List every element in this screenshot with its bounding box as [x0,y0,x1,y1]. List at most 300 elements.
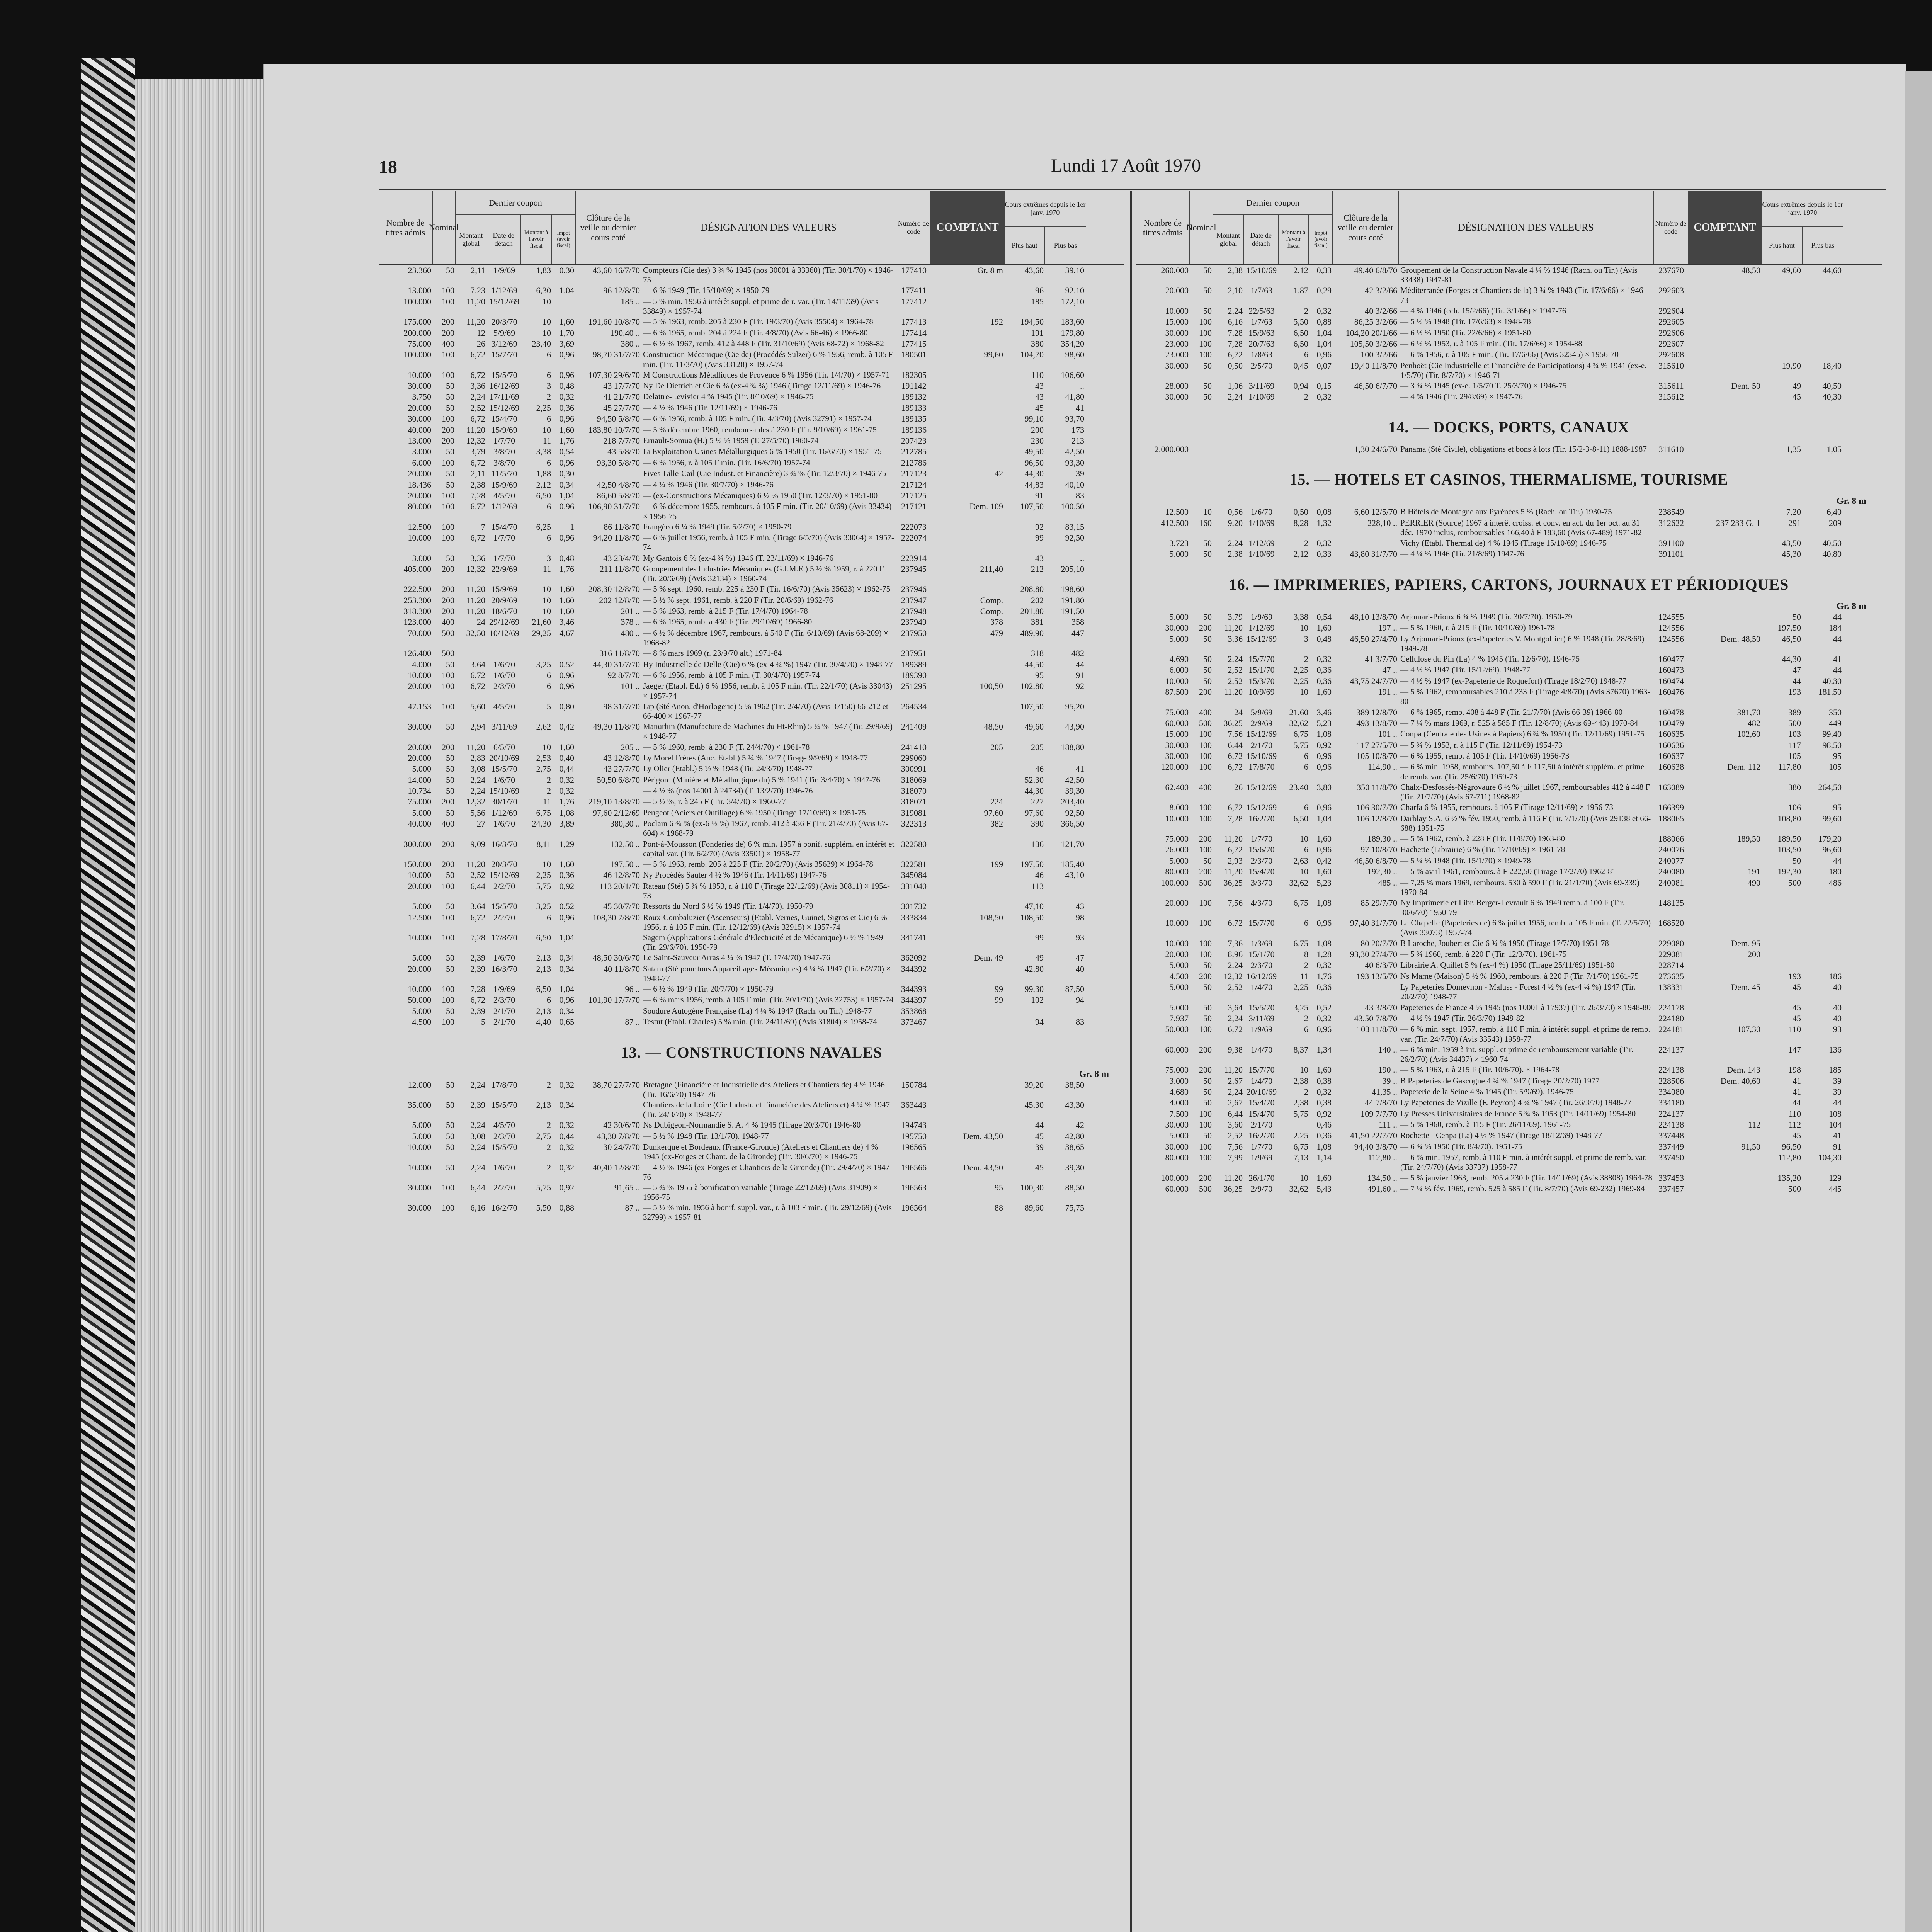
cell-plus-haut [1762,349,1803,360]
cell-cloture: 491,60 .. [1367,1184,1397,1194]
cell-cloture: 94,20 11/8/70 [593,533,640,543]
cell-code: 391101 [1658,549,1684,559]
cell-nominal: 500 [1199,1184,1212,1194]
cell-avoir-fiscal: 0,96 [1316,350,1332,360]
cell-plus-bas: 38,50 [1065,1080,1084,1090]
cell-date-detach: 15/12/69 [489,870,520,880]
cell-montant-avoir: 3,38 [536,447,551,457]
cell-plus-bas: 179,20 [1818,833,1842,844]
cell-montant-avoir: 6 [547,533,551,543]
cell-nominal: 50 [446,1142,454,1152]
cell-plus-haut: 194,50 [1020,317,1044,327]
cell-date-detach: 16/12/69 [1246,971,1277,981]
book-binding [81,58,135,1932]
cell-comptant [1689,1087,1762,1097]
cell-date-detach: 10/9/69 [1248,687,1275,697]
cell-comptant: Dem. 43,50 [963,1131,1003,1141]
cell-nombre: 5.000 [1169,549,1189,559]
cell-comptant [931,480,1005,490]
page-date: Lundi 17 Août 1970 [1051,155,1201,176]
cell-avoir-fiscal: 0,52 [1316,1002,1332,1012]
cell-date-detach: 16/2/70 [1248,813,1275,823]
cell-montant-avoir: 5,50 [536,1203,551,1213]
cell-nominal: 200 [442,425,454,435]
cell-nominal: 50 [446,1006,454,1016]
cell-date-detach: 2/3/70 [1250,855,1273,866]
cell-cloture: 191 .. [1378,687,1397,697]
cell-plus-bas: 39,30 [1065,1162,1084,1172]
header-comptant: COMPTANT [931,191,1005,264]
table-row [379,742,1124,753]
cell-plus-haut: 192,30 [1777,867,1801,877]
cell-plus-bas: 449 [1829,718,1842,728]
cell-nombre: 30.000 [1165,328,1189,338]
cell-comptant [1689,1044,1762,1065]
cell-date-detach: 3/3/70 [1250,878,1273,888]
cell-plus-bas [1803,306,1843,316]
cell-plus-haut [1005,1006,1045,1017]
table-row [1136,751,1882,762]
cell-montant-global: 11,20 [466,606,485,616]
cell-montant-global: 2,83 [470,753,485,763]
cell-nombre: 5.000 [1169,960,1189,970]
cell-plus-haut: 103 [1788,729,1801,739]
cell-nombre: 20.000 [408,403,431,413]
cell-avoir-fiscal: 0,32 [1316,1013,1332,1023]
cell-comptant [931,296,1005,316]
cell-plus-haut: 49,60 [1782,265,1801,275]
cell-code: 315612 [1658,392,1684,402]
cell-avoir-fiscal: 0,30 [559,469,574,479]
cell-nombre: 80.000 [1165,867,1189,877]
cell-designation: — 5 ¾ 1960, remb. à 220 F (Tir. 12/3/70). 1961-75 [1400,949,1567,959]
cell-nombre: 20.000 [1165,286,1189,296]
cell-cloture: 44,30 31/7/70 [592,659,640,669]
cell-montant-global: 2,93 [1228,855,1243,866]
cell-montant-global: 7,99 [1228,1153,1243,1163]
cell-nombre: 5.000 [1169,1131,1189,1141]
cell-designation: Peugeot (Aciers et Outillage) 6 % 1950 (Tirage 17/10/69) × 1951-75 [643,808,866,817]
cell-code: 196563 [901,1182,927,1192]
cell-plus-haut: 105 [1788,751,1801,761]
cell-montant-global: 2,38 [1228,549,1243,559]
cell-avoir-fiscal: 5,23 [1316,878,1332,888]
cell-avoir-fiscal: 1,32 [1316,518,1332,528]
cell-designation: Darblay S.A. 6 ½ % fév. 1950, remb. à 116 F (Tir. 7/1/70) (Avis 29138 et 66-688) 1951-75 [1400,813,1651,833]
cell-avoir-fiscal: 0,33 [1316,265,1332,275]
cell-plus-haut: 45 [1793,1131,1801,1141]
cell-montant-global: 6,72 [470,670,485,680]
cell-montant-avoir: 3,25 [1293,1002,1308,1012]
cell-comptant: 95 [995,1182,1003,1192]
cell-plus-haut: 106 [1788,803,1801,813]
cell-avoir-fiscal: 0,48 [1316,634,1332,644]
cell-montant-avoir: 2 [1304,306,1308,316]
cell-montant-avoir [1279,444,1310,455]
cell-plus-haut: 500 [1788,878,1801,888]
cell-code: 240077 [1658,855,1684,866]
cell-nombre: 60.000 [1165,1184,1189,1194]
cell-code: 188065 [1658,813,1684,823]
cell-plus-bas: 183,60 [1061,317,1084,327]
cell-plus-haut: 42,80 [1024,964,1044,974]
cell-cloture: 197,50 .. [610,859,640,869]
cell-montant-global: 3,36 [1228,634,1243,644]
header-dernier-coupon-title: Dernier coupon [456,191,575,215]
cell-nominal: 50 [446,753,454,763]
cell-montant-avoir: 6 [547,502,551,512]
cell-montant-global: 6,72 [470,912,485,922]
cell-comptant: 192 [990,317,1003,327]
cell-comptant: 88 [995,1203,1003,1213]
cell-code: 160638 [1658,762,1684,772]
cell-montant-avoir: 10 [543,317,551,327]
cell-cloture: 1,30 24/6/70 [1354,444,1397,454]
cell-montant-global: 36,25 [1223,718,1243,728]
cell-code: 341741 [901,932,927,942]
cell-date-detach: 20/10/69 [1246,1087,1277,1097]
cell-montant-global: 2,24 [470,786,485,796]
cell-plus-haut: 43 [1035,392,1044,402]
cell-avoir-fiscal: 0,65 [559,1017,574,1027]
cell-code: 189135 [901,414,927,424]
cell-comptant: Dem. 95 [1731,938,1760,948]
cell-avoir-fiscal: 1,60 [559,859,574,869]
cell-nombre: 5.000 [412,953,431,963]
table-row [379,764,1124,774]
cell-montant-global: 2,67 [1228,1098,1243,1108]
cell-cloture: 40 3/2/66 [1365,306,1397,316]
cell-plus-bas: 47 [1076,953,1084,963]
cell-avoir-fiscal: 0,96 [1316,845,1332,855]
cell-montant-avoir: 6,75 [1293,1141,1308,1151]
cell-date-detach: 1/4/70 [1250,1076,1273,1086]
cell-montant-avoir: 23,40 [532,338,551,349]
left-column-header [379,191,1124,265]
cell-montant-global: 24 [477,617,485,627]
cell-designation: Ly Papeteries Domevnon - Maluss - Forest 4 ½ % (ex-4 ¼ %) 1947 (Tir. 20/2/70) 1948-77 [1400,982,1636,1002]
table-row [379,316,1124,327]
cell-designation: Dunkerque et Bordeaux (France-Gironde) (Ateliers et Chantiers de) 4 % 1945 (ex-Forges et Chant. de la Gironde) (Tir. 30/6/70) × 1946-75 [643,1142,878,1162]
cell-comptant: Dem. 50 [1731,381,1760,391]
cell-cloture: 43,50 7/8/70 [1354,1013,1397,1023]
cell-plus-bas: 136 [1829,1044,1842,1054]
cell-code: 300991 [901,764,927,774]
cell-comptant [931,659,1005,670]
cell-montant-avoir: 2,75 [536,1131,551,1141]
cell-date-detach: 15/12/69 [1246,729,1277,739]
table-row [379,818,1124,838]
cell-plus-bas: 98 [1076,912,1084,922]
cell-nominal: 200 [442,436,454,446]
table-row [379,932,1124,952]
cell-plus-bas: 43 [1076,901,1084,912]
cell-designation: — 6 ½ % 1967, remb. 412 à 448 F (Tir. 31/10/69) (Avis 68-72) × 1968-82 [643,338,884,348]
cell-plus-bas: 92,50 [1065,533,1084,543]
cell-comptant [931,457,1005,468]
cell-nombre: 60.000 [1165,718,1189,728]
cell-code: 177411 [901,286,927,296]
cell-nombre: 6.000 [412,457,431,468]
cell-comptant [931,370,1005,381]
cell-designation: — 6 % min. 1957, remb. à 110 F min. à intérêt suppl. et prime de remb. var. (Tir. 24/7/70) (Avis 33737) 1958-77 [1400,1153,1647,1172]
cell-avoir-fiscal: 1,60 [559,317,574,327]
cell-designation: Lip (Sté Anon. d'Horlogerie) 5 % 1962 (Tir. 2/4/70) (Avis 37150) 66-212 et 66-400 × 1967-77 [643,701,888,721]
cell-nombre: 30.000 [1165,361,1189,371]
cell-cloture: 380,30 .. [610,819,640,829]
cell-montant-avoir: 6 [547,912,551,922]
cell-nombre: 126.400 [403,648,431,658]
cell-code: 177413 [901,317,927,327]
cell-montant-global: 2,39 [470,1006,485,1016]
cell-nombre: 3.750 [412,392,431,402]
cell-comptant: Dem. 45 [1731,982,1760,992]
cell-montant-avoir: 2,12 [536,480,551,490]
cell-code: 333834 [901,912,927,922]
table-row [379,1182,1124,1202]
right-rows [1136,265,1882,403]
cell-montant-avoir: 6 [1304,751,1308,761]
cell-cloture: 493 13/8/70 [1356,718,1397,728]
cell-plus-bas: 83 [1076,1017,1084,1027]
cell-cloture: 41,50 22/7/70 [1350,1131,1397,1141]
cell-nombre: 20.000 [408,881,431,891]
next-page-edge [1905,71,1932,1932]
cell-avoir-fiscal: 0,96 [1316,1024,1332,1034]
cell-plus-bas: 172,10 [1061,296,1084,306]
cell-plus-bas: 40 [1076,964,1084,974]
cell-comptant: 382 [990,819,1003,829]
table-row [1136,1087,1882,1097]
table-row [379,490,1124,501]
cell-montant-global: 6,44 [470,1182,485,1192]
cell-montant-avoir: 2,25 [1293,1131,1308,1141]
cell-avoir-fiscal: 0,15 [1316,381,1332,391]
header-dernier-coupon-title-right: Dernier coupon [1213,191,1332,215]
cell-designation: — 8 % mars 1969 (r. 23/9/70 alt.) 1971-84 [643,648,782,658]
cell-date-detach: 1/7/70 [1250,833,1273,844]
cell-plus-bas: 41 [1076,403,1084,413]
cell-nombre: 40.000 [408,425,431,435]
cell-montant-global: 2,52 [470,403,485,413]
cell-nominal: 100 [442,670,454,680]
cell-montant-avoir: 2,12 [1293,265,1308,275]
cell-montant-global: 11,20 [1224,623,1243,633]
cell-plus-haut: 99,30 [1024,984,1044,994]
cell-comptant [1689,687,1762,707]
cell-designation: — 5 % 1962, remboursables 210 à 233 F (Tirage 4/8/70) (Avis 37670) 1963-80 [1400,687,1650,706]
cell-avoir-fiscal: 0,32 [559,392,574,402]
cell-avoir-fiscal: 0,32 [559,1120,574,1130]
cell-montant-global: 6,72 [470,502,485,512]
cell-montant-global: 2,24 [1228,1087,1243,1097]
cell-montant-avoir: 10 [543,595,551,605]
cell-montant-avoir: 2,25 [1293,676,1308,686]
cell-cloture: 46,50 6/8/70 [1354,855,1397,866]
cell-plus-haut [1762,285,1803,305]
cell-montant-global: 27 [477,819,485,829]
cell-avoir-fiscal: 1,60 [1316,867,1332,877]
cell-avoir-fiscal: 1,08 [1316,1141,1332,1151]
cell-avoir-fiscal: 0,32 [1316,654,1332,664]
cell-designation: M Constructions Métalliques de Provence 6 % 1956 (Tir. 1/4/70) × 1957-71 [643,370,890,379]
table-row [379,964,1124,984]
cell-nombre: 50.000 [1165,1024,1189,1034]
cell-avoir-fiscal: 0,48 [559,381,574,391]
cell-plus-haut: 44 [1793,676,1801,686]
cell-plus-bas: 366,50 [1061,819,1084,829]
cell-code: 292603 [1658,286,1684,296]
cell-montant-global: 36,25 [1223,878,1243,888]
cell-code: 222074 [901,533,927,543]
cell-comptant: Dem. 43,50 [963,1162,1003,1172]
cell-montant-avoir: 2 [1304,654,1308,664]
cell-designation: — 5 % 1960, remb. à 230 F (T. 24/4/70) × 1961-78 [643,742,810,752]
cell-montant-avoir: 3,25 [536,901,551,912]
cell-nombre: 5.000 [1169,634,1189,644]
cell-cloture: 114,90 .. [1367,762,1397,772]
cell-date-detach: 1/7/63 [1250,286,1273,296]
cell-date-detach: 15/12/69 [489,403,520,413]
cell-designation: — 6 % 1956, remb. à 105 F min. (Tir. 4/3/70) (Avis 32791) × 1957-74 [643,414,872,423]
cell-plus-bas: .. [1080,381,1084,391]
cell-date-detach: 16/2/70 [491,1203,517,1213]
cell-code: 177410 [901,265,927,275]
cell-avoir-fiscal: 0,32 [1316,538,1332,548]
cell-plus-bas: 185,40 [1061,859,1084,869]
cell-plus-bas [1045,753,1086,764]
cell-code: 222073 [901,522,927,532]
cell-plus-haut: 46 [1035,764,1044,774]
cell-montant-global: 0,50 [1228,361,1243,371]
cell-avoir-fiscal: 0,32 [1316,1087,1332,1097]
cell-nombre: 5.000 [412,901,431,912]
cell-nombre: 87.500 [1165,687,1189,697]
cell-nominal: 100 [1199,1120,1212,1130]
cell-date-detach: 2/3/70 [1250,960,1273,970]
cell-code: 237948 [901,606,927,616]
cell-designation: — 5 % min. 1956 à intérêt suppl. et prime de r. var. (Tir. 14/11/69) (Avis 33849) × 1957-74 [643,296,879,316]
cell-comptant [931,786,1005,796]
table-row [379,1100,1124,1120]
table-row [1136,1044,1882,1065]
cell-plus-bas: 180 [1829,867,1842,877]
cell-montant-global: 11,20 [466,425,485,435]
cell-comptant [1689,391,1762,402]
cell-nominal: 50 [446,392,454,402]
cell-plus-bas: 40,50 [1822,381,1842,391]
cell-montant-global: 2,24 [1228,538,1243,548]
cell-comptant [931,753,1005,764]
table-row [379,338,1124,349]
table-row [379,370,1124,381]
cell-montant-avoir: 2,13 [536,953,551,963]
cell-date-detach: 3/12/69 [491,338,517,349]
cell-nominal: 200 [1199,687,1212,697]
cell-montant-avoir: 5,75 [1293,740,1308,750]
cell-montant-avoir: 3 [547,553,551,563]
cell-cloture: 98 31/7/70 [603,701,640,711]
cell-date-detach: 2/9/69 [1250,718,1273,728]
cell-montant-global: 2,39 [470,964,485,974]
cell-date-detach: 3/8/70 [493,457,515,468]
cell-comptant: 99,60 [984,350,1003,360]
cell-plus-haut: 49,60 [1024,722,1044,732]
cell-montant-global: 2,52 [1228,982,1243,992]
table-row [1136,676,1882,687]
cell-date-detach: 5/9/69 [493,328,515,338]
cell-plus-haut: 43,60 [1024,265,1044,275]
header-plus-haut: Plus haut [1005,227,1045,264]
cell-plus-haut: 49 [1035,953,1044,963]
cell-comptant: 100,50 [980,681,1003,691]
cell-comptant: 112 [1748,1120,1760,1130]
cell-montant-global: 2,24 [470,1080,485,1090]
cell-avoir-fiscal: 1,29 [559,839,574,849]
cell-plus-haut: 104,70 [1020,350,1044,360]
table-row [1136,381,1882,391]
cell-nombre: 47.153 [408,701,431,711]
section-14-title: 14. — DOCKS, PORTS, CANAUX [1388,418,1629,436]
cell-designation: — 5 ¾ % 1953, r. à 115 F (Tir. 12/11/69) 1954-73 [1400,740,1563,750]
cell-cloture: 103 11/8/70 [1357,1024,1397,1034]
cell-montant-avoir [522,648,553,659]
cell-code: 237946 [901,584,927,594]
section-13-group: Gr. 8 m [1079,1069,1109,1079]
cell-code: 224180 [1658,1013,1684,1023]
cell-designation: — 4 ½ % (nos 14001 à 24734) (T. 13/2/70) 1946-76 [643,786,813,796]
cell-plus-bas [1803,949,1843,960]
section-13-title: 13. — CONSTRUCTIONS NAVALES [621,1043,883,1061]
cell-date-detach: 16/12/69 [489,381,520,391]
cell-montant-global: 3,64 [1228,1002,1243,1012]
cell-comptant: Gr. 8 m [977,265,1003,275]
cell-date-detach: 18/6/70 [491,606,517,616]
cell-montant-global: 2,52 [1228,1131,1243,1141]
cell-montant-global: 6,44 [1228,740,1243,750]
cell-comptant [931,775,1005,786]
cell-comptant: Dem. 40,60 [1720,1076,1760,1086]
cell-nominal: 100 [1199,1024,1212,1034]
cell-avoir-fiscal: 0,88 [559,1203,574,1213]
cell-montant-avoir: 3 [547,381,551,391]
cell-nominal: 100 [1199,918,1212,928]
cell-plus-bas: 188,80 [1061,742,1084,752]
cell-avoir-fiscal: 1,04 [559,932,574,942]
cell-nombre: 75.000 [1165,1065,1189,1075]
cell-date-detach: 15/9/69 [491,584,517,594]
table-row [1136,1152,1882,1172]
cell-code: 207423 [901,436,927,446]
cell-nominal: 50 [1203,1076,1212,1086]
cell-montant-avoir: 3,38 [1293,612,1308,622]
cell-nombre: 3.000 [1169,1076,1189,1086]
cell-plus-bas: 40 [1833,982,1842,992]
header-comptant-right: COMPTANT [1689,191,1762,264]
cell-comptant [1689,538,1762,549]
cell-code: 337457 [1658,1184,1684,1194]
cell-date-detach: 17/11/69 [489,392,519,402]
cell-nombre: 30.000 [408,414,431,424]
cell-date-detach: 15/4/70 [1248,1109,1275,1119]
cell-plus-bas: 94 [1076,995,1084,1005]
cell-cloture: 39 .. [1382,1076,1397,1086]
cell-nombre: 12.500 [408,522,431,532]
cell-nombre: 20.000 [408,681,431,691]
table-row [1136,898,1882,918]
cell-nominal: 50 [1203,1098,1212,1108]
cell-montant-global: 7,28 [1228,338,1243,349]
